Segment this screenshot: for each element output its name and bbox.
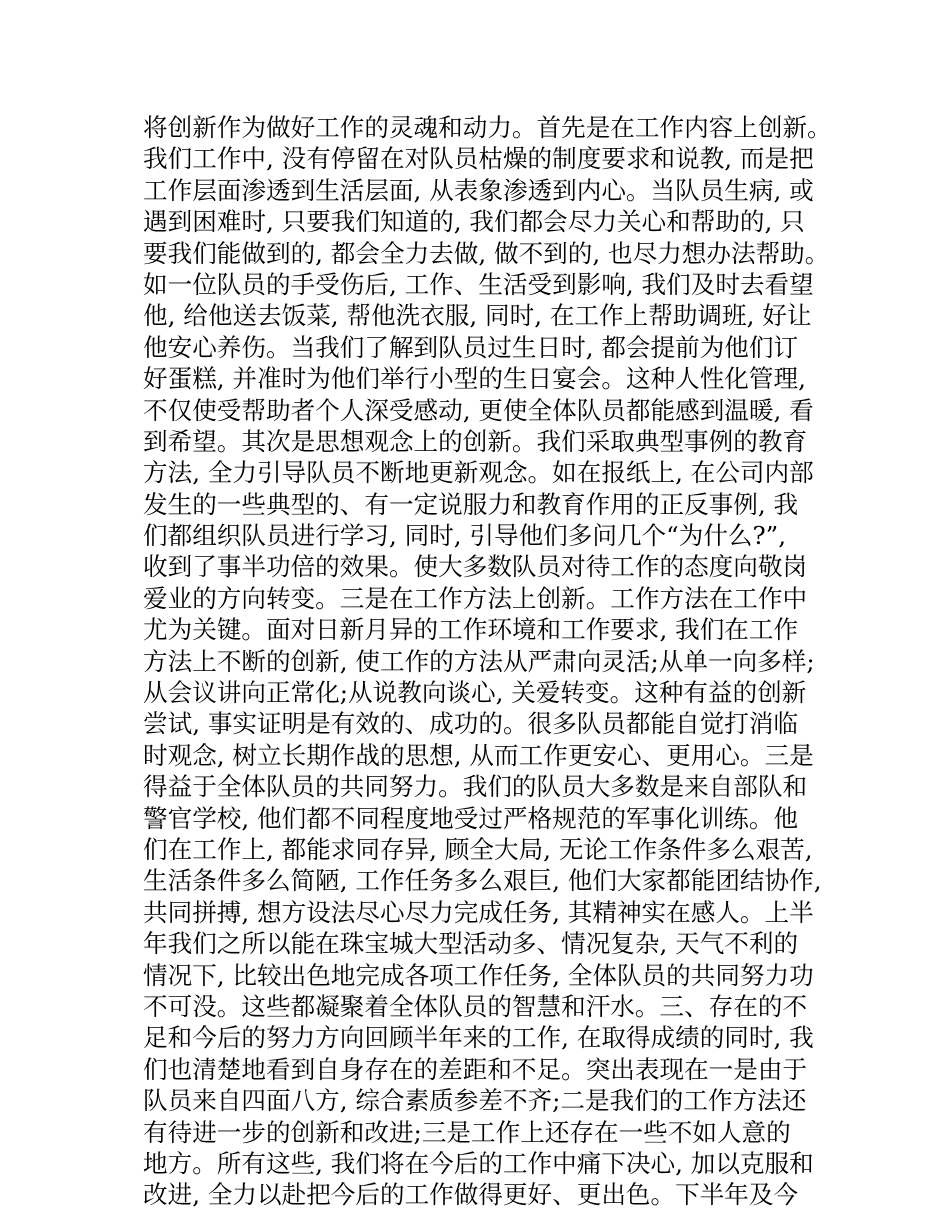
text-line: 警官学校, 他们都不同程度地受过严格规范的军事化训练。他 bbox=[143, 803, 799, 833]
text-line: 足和今后的努力方向回顾半年来的工作, 在取得成绩的同时, 我 bbox=[143, 1023, 814, 1053]
text-line: 方法, 全力引导队员不断地更新观念。如在报纸上, 在公司内部 bbox=[143, 458, 814, 488]
text-line: 他, 给他送去饭菜, 帮他洗衣服, 同时, 在工作上帮助调班, 好让 bbox=[143, 301, 812, 331]
text-line: 好蛋糕, 并准时为他们举行小型的生日宴会。这种人性化管理, bbox=[143, 364, 806, 394]
text-line: 们都组织队员进行学习, 同时, 引导他们多问几个“为什么?”, bbox=[143, 521, 787, 551]
text-line: 发生的一些典型的、有一定说服力和教育作用的正反事例, 我 bbox=[143, 489, 799, 519]
text-line: 们也清楚地看到自身存在的差距和不足。突出表现在一是由于 bbox=[143, 1054, 808, 1084]
text-line: 地方。所有这些, 我们将在今后的工作中痛下决心, 加以克服和 bbox=[143, 1148, 814, 1178]
text-line: 他安心养伤。当我们了解到队员过生日时, 都会提前为他们订 bbox=[143, 332, 799, 362]
text-line: 到希望。其次是思想观念上的创新。我们采取典型事例的教育 bbox=[143, 426, 808, 456]
text-line: 有待进一步的创新和改进;三是工作上还存在一些不如人意的 bbox=[143, 1117, 791, 1147]
text-line: 方法上不断的创新, 使工作的方法从严肃向灵活;从单一向多样; bbox=[143, 646, 815, 676]
text-line: 我们工作中, 没有停留在对队员枯燥的制度要求和说教, 而是把 bbox=[143, 144, 814, 174]
body-text bbox=[143, 112, 843, 1211]
text-line: 如一位队员的手受伤后, 工作、生活受到影响, 我们及时去看望 bbox=[143, 269, 814, 299]
text-line: 将创新作为做好工作的灵魂和动力。首先是在工作内容上创新。 bbox=[143, 113, 832, 142]
text-line: 改进, 全力以赴把今后的工作做得更好、更出色。下半年及今 bbox=[143, 1180, 799, 1210]
text-line: 们在工作上, 都能求同存异, 顾全大局, 无论工作条件多么艰苦, bbox=[143, 834, 813, 864]
text-line: 工作层面渗透到生活层面, 从表象渗透到内心。当队员生病, 或 bbox=[143, 175, 814, 205]
text-line: 不可没。这些都凝聚着全体队员的智慧和汗水。三、存在的不 bbox=[143, 991, 808, 1021]
text-line: 遇到困难时, 只要我们知道的, 我们都会尽力关心和帮助的, 只 bbox=[143, 207, 805, 237]
text-line: 队员来自四面八方, 综合素质参差不齐;二是我们的工作方法还 bbox=[143, 1086, 807, 1116]
text-line: 要我们能做到的, 都会全力去做, 做不到的, 也尽力想办法帮助。 bbox=[143, 238, 830, 268]
text-line: 从会议讲向正常化;从说教向谈心, 关爱转变。这种有益的创新 bbox=[143, 678, 807, 708]
text-line: 爱业的方向转变。三是在工作方法上创新。工作方法在工作中 bbox=[143, 583, 808, 613]
text-line: 时观念, 树立长期作战的思想, 从而工作更安心、更用心。三是 bbox=[143, 740, 814, 770]
text-line: 不仅使受帮助者个人深受感动, 更使全体队员都能感到温暖, 看 bbox=[143, 395, 814, 425]
text-line: 生活条件多么简陋, 工作任务多么艰巨, 他们大家都能团结协作, bbox=[143, 866, 822, 896]
text-line: 得益于全体队员的共同努力。我们的队员大多数是来自部队和 bbox=[143, 772, 808, 802]
text-line: 尤为关键。面对日新月异的工作环境和工作要求, 我们在工作 bbox=[143, 615, 799, 645]
text-line: 年我们之所以能在珠宝城大型活动多、情况复杂, 天气不利的 bbox=[143, 929, 799, 959]
text-line: 尝试, 事实证明是有效的、成功的。很多队员都能自觉打消临 bbox=[143, 709, 799, 739]
text-line: 情况下, 比较出色地完成各项工作任务, 全体队员的共同努力功 bbox=[143, 960, 814, 990]
text-line: 共同拼搏, 想方设法尽心尽力完成任务, 其精神实在感人。上半 bbox=[143, 897, 814, 927]
text-line: 收到了事半功倍的效果。使大多数队员对待工作的态度向敬岗 bbox=[143, 552, 808, 582]
